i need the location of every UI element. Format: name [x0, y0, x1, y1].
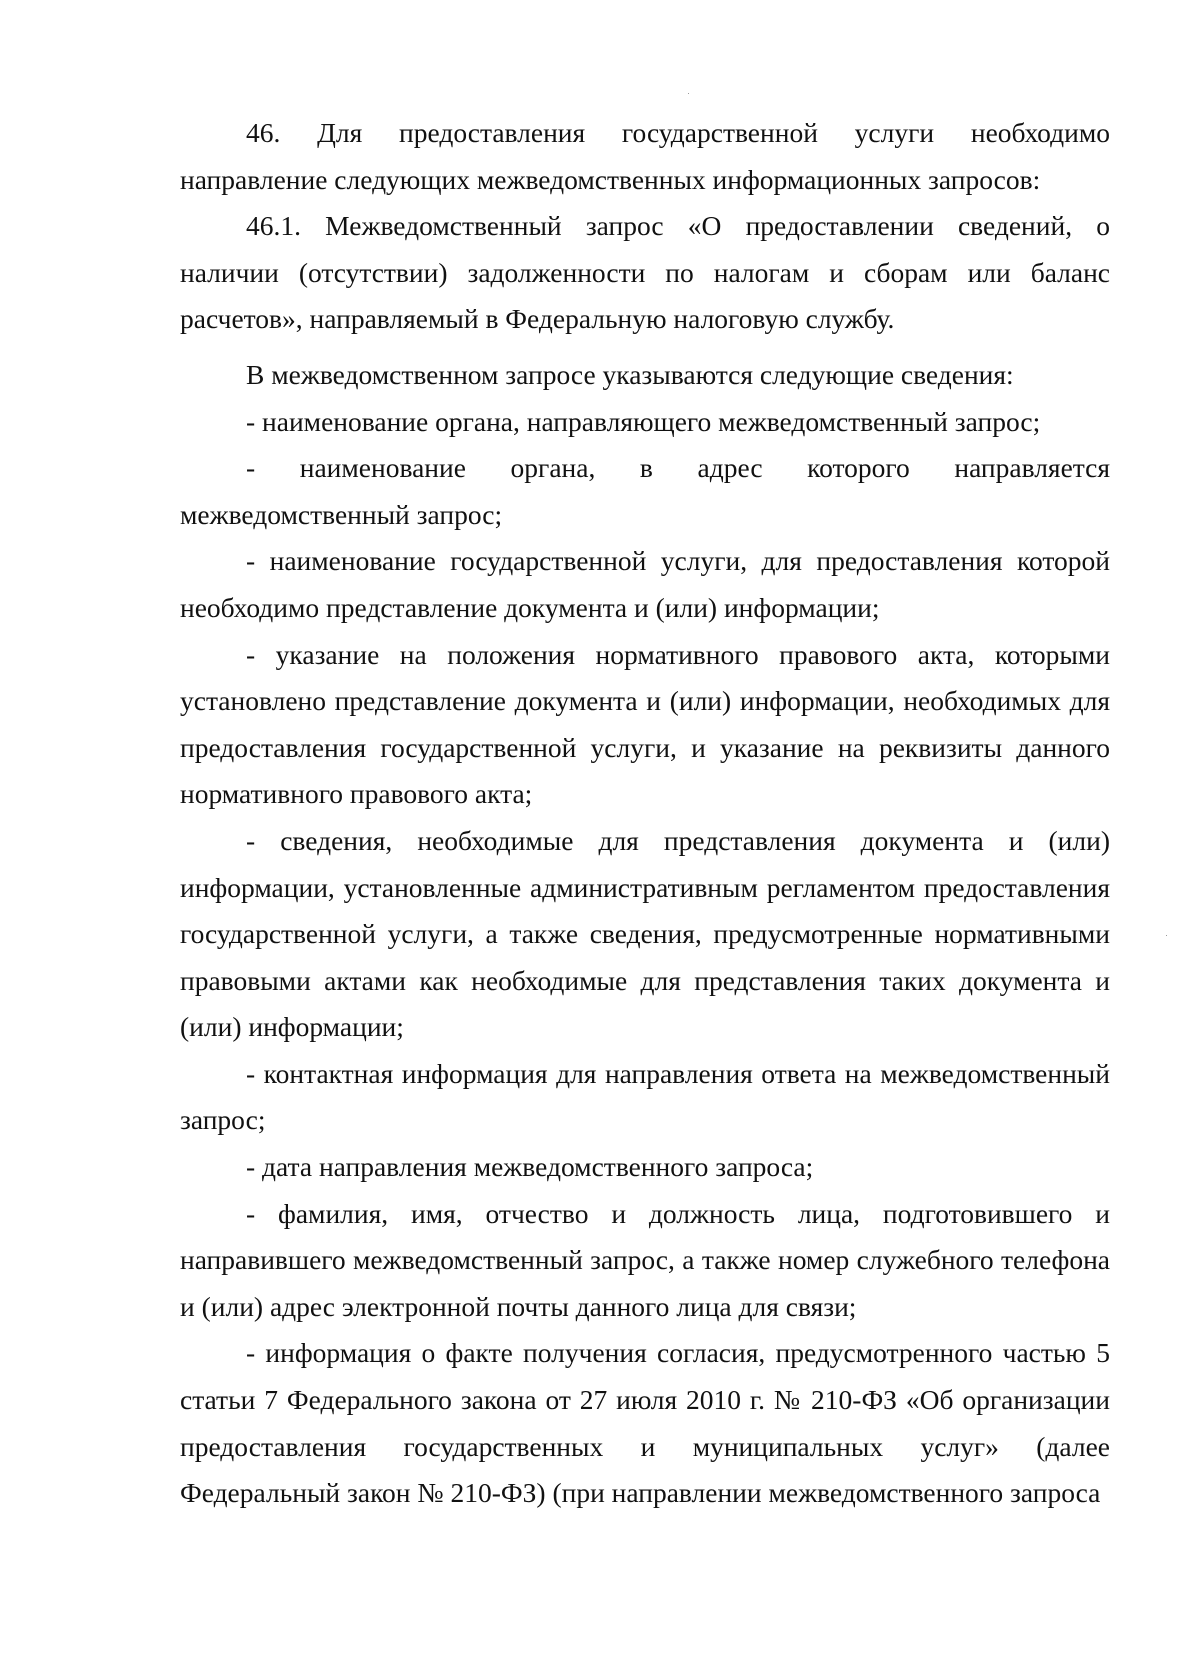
list-item: - указание на положения нормативного правового акта, которыми установлено представление документа и (или) информации, необходимых для предоставления государственной услуги, и указание на реквизиты данного нормативного правового акта; [180, 638, 1110, 810]
list-item: - дата направления межведомственного запроса; [246, 1151, 814, 1183]
list-item: - наименование органа, направляющего межведомственный запрос; [246, 405, 1041, 437]
list-item: - информация о факте получения согласия, предусмотренного частью 5 статьи 7 Федерального закона от 27 июля 2010 г. № 210-ФЗ «Об организации предоставления государственных и муниципальных услуг» (далее Федеральный закон № 210-ФЗ) (при направлении межведомственного запроса [180, 1337, 1110, 1509]
scan-speck [1166, 935, 1167, 936]
list-item: - контактная информация для направления ответа на межведомственный запрос; [180, 1057, 1110, 1136]
scan-speck [688, 93, 689, 94]
document-body [180, 110, 1110, 1517]
list-item: - наименование государственной услуги, для предоставления которой необходимо представление документа и (или) информации; [180, 545, 1110, 623]
paragraph-request-info-intro: В межведомственном запросе указываются следующие сведения: [246, 358, 1014, 390]
list-item: - фамилия, имя, отчество и должность лица, подготовившего и направившего межведомственный запрос, а также номер служебного телефона и (или) адрес электронной почты данного лица для связи; [180, 1197, 1110, 1322]
paragraph-46: 46. Для предоставления государственной услуги необходимо направление следующих межведомственных информационных запросов: [180, 117, 1110, 195]
paragraph-46-1: 46.1. Межведомственный запрос «О предоставлении сведений, о наличии (отсутствии) задолженности по налогам и сборам или баланс расчетов», направляемый в Федеральную налоговую службу. [180, 210, 1110, 335]
list-item: - сведения, необходимые для представления документа и (или) информации, установленные административным регламентом предоставления государственной услуги, а также сведения, предусмотренные нормативными правовыми актами как необходимые для представления таких документа и (или) информации; [180, 824, 1110, 1043]
list-item: - наименование органа, в адрес которого направляется межведомственный запрос; [180, 452, 1110, 530]
